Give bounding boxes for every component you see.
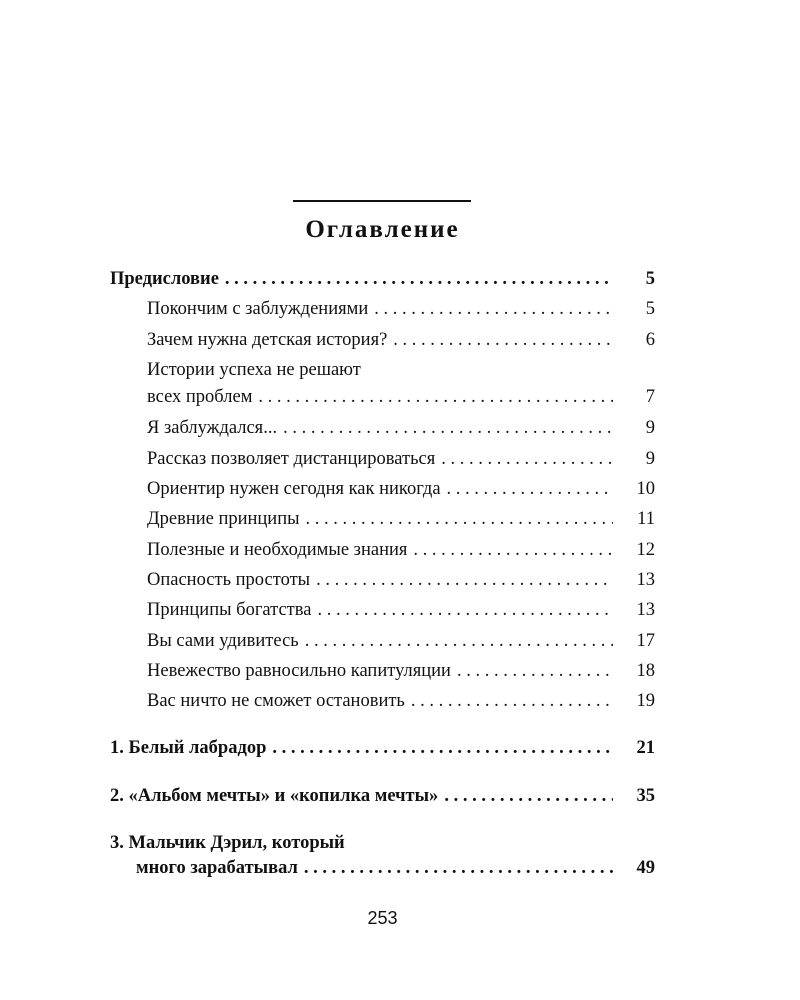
toc-entry-page: 13 — [636, 570, 655, 590]
toc-entry-title: всех проблем — [147, 387, 253, 407]
dot-leader — [272, 733, 613, 763]
toc-subentry[interactable] — [147, 686, 655, 716]
toc-entry-page: 9 — [645, 418, 655, 438]
toc-subentry[interactable] — [147, 565, 655, 595]
dot-leader — [283, 413, 613, 443]
toc-entry-page: 11 — [637, 509, 655, 529]
toc-entry-title: Покончим с заблуждениями — [147, 299, 369, 319]
toc-entry-title: Вас ничто не сможет остановить — [147, 691, 405, 711]
toc-subentry[interactable] — [147, 504, 655, 534]
toc-chapter[interactable] — [110, 781, 655, 811]
page-number: 253 — [367, 908, 398, 928]
toc-subentry[interactable] — [147, 413, 655, 443]
toc-entry-title: 2. «Альбом мечты» и «копилка мечты» — [110, 786, 439, 806]
toc-subentry[interactable] — [147, 595, 655, 625]
toc-subentry[interactable] — [147, 294, 655, 324]
toc-entry-title: Невежество равносильно капитуляции — [147, 661, 451, 681]
toc-subentry[interactable] — [147, 656, 655, 686]
toc-subentry[interactable] — [147, 474, 655, 504]
dot-leader — [305, 626, 613, 656]
toc-entry-page: 19 — [636, 691, 655, 711]
toc-entry-title: 1. Белый лабрадор — [110, 738, 267, 758]
toc-subentry[interactable] — [147, 626, 655, 656]
toc-entry-title: Полезные и необходимые знания — [147, 540, 408, 560]
toc-entry-page: 5 — [645, 269, 655, 289]
dot-leader — [225, 264, 613, 294]
toc-entry-title: Предисловие — [110, 269, 219, 289]
toc-entry-page: 5 — [645, 299, 655, 319]
toc-entry-page: 49 — [636, 858, 655, 878]
toc-subentry[interactable] — [147, 444, 655, 474]
dot-leader — [457, 656, 613, 686]
dot-leader — [317, 595, 613, 625]
dot-leader — [304, 853, 613, 883]
toc-entry-page: 21 — [636, 738, 655, 758]
toc-entry-page: 9 — [645, 449, 655, 469]
toc-entry-title: Древние принципы — [147, 509, 300, 529]
toc-entry-page: 10 — [636, 479, 655, 499]
dot-leader — [447, 474, 613, 504]
toc-subentry[interactable] — [147, 382, 655, 412]
toc-entry-title: Вы сами удивитесь — [147, 631, 299, 651]
toc-heading: Оглавление — [305, 216, 460, 243]
dot-leader — [258, 382, 613, 412]
toc-chapter[interactable] — [136, 853, 655, 883]
toc-entry-title: Опасность простоты — [147, 570, 311, 590]
toc-entry-title: Ориентир нужен сегодня как никогда — [147, 479, 441, 499]
toc-entry-title: Зачем нужна детская история? — [147, 330, 388, 350]
toc-entry-page: 18 — [636, 661, 655, 681]
toc-subentry-first-line[interactable]: Истории успеха не решают — [147, 360, 361, 380]
toc-entry-page: 17 — [636, 631, 655, 651]
toc-entry-page: 13 — [636, 600, 655, 620]
dot-leader — [306, 504, 613, 534]
dot-leader — [316, 565, 613, 595]
toc-subentry[interactable] — [147, 535, 655, 565]
toc-chapter[interactable] — [110, 733, 655, 763]
toc-entry-page: 7 — [645, 387, 655, 407]
toc-entry-page: 35 — [636, 786, 655, 806]
toc-entry-preface[interactable] — [110, 264, 655, 294]
dot-leader — [441, 444, 613, 474]
dot-leader — [374, 294, 613, 324]
toc-chapter-first-line[interactable]: 3. Мальчик Дэрил, который — [110, 833, 345, 853]
toc-entry-title: много зарабатывал — [136, 858, 298, 878]
toc-entry-title: Рассказ позволяет дистанцироваться — [147, 449, 436, 469]
toc-entry-title: Я заблуждался... — [147, 418, 278, 438]
toc-entry-page: 12 — [636, 540, 655, 560]
dot-leader — [393, 325, 613, 355]
dot-leader — [413, 535, 613, 565]
dot-leader — [444, 781, 613, 811]
toc-entry-title: Принципы богатства — [147, 600, 312, 620]
toc-entry-page: 6 — [645, 330, 655, 350]
dot-leader — [411, 686, 613, 716]
toc-subentry[interactable] — [147, 325, 655, 355]
